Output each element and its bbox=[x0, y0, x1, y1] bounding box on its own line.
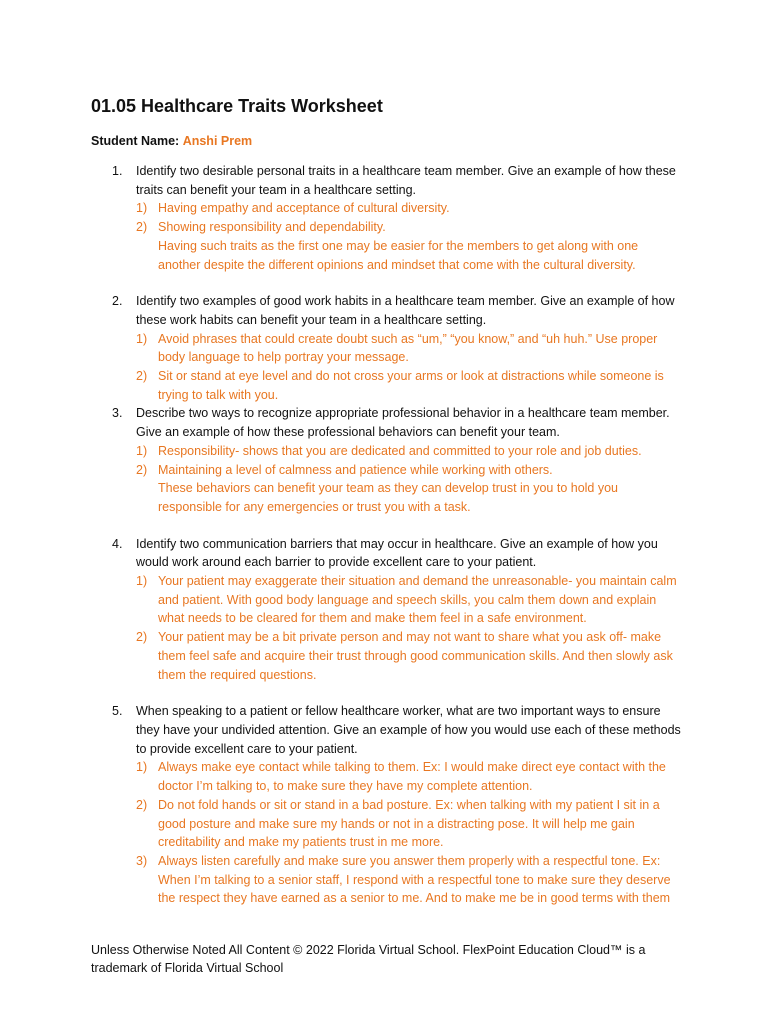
answer-text: Your patient may exaggerate their situation and demand the unreasonable- you maintain calm and patient. With good body language and speech skills, you calm them down and explain what needs to be cleared for them and make them feel in a safe environment. bbox=[158, 574, 677, 626]
question-number: 4. bbox=[112, 536, 123, 551]
answer-number: 1) bbox=[136, 574, 148, 589]
answer-list bbox=[136, 330, 681, 405]
answer-note: Having such traits as the first one may be easier for the members to get along with one another despite the different opinions and mindset that come with the cultural diversity. bbox=[158, 238, 639, 272]
question-text: When speaking to a patient or fellow healthcare worker, what are two important ways to ensure they have your undivided attention. Give an example of how you would use each of these methods to provide excellent care to your patient. bbox=[136, 704, 681, 756]
answer-text: Avoid phrases that could create doubt such as “um,” “you know,” and “uh huh.” Use proper body language to help portray your message. bbox=[158, 331, 658, 365]
answer-item bbox=[136, 367, 681, 404]
answer-number: 1) bbox=[136, 201, 148, 216]
question-number: 3. bbox=[112, 406, 123, 421]
page-title: 01.05 Healthcare Traits Worksheet bbox=[91, 96, 383, 116]
answer-text: Always make eye contact while talking to them. Ex: I would make direct eye contact with the doctor I’m talking to, to make sure they have my complete attention. bbox=[158, 760, 666, 794]
answer-text: Showing responsibility and dependability. bbox=[158, 220, 386, 235]
student-name-label: Student Name: bbox=[91, 134, 180, 148]
answer-number: 1) bbox=[136, 760, 148, 775]
answer-number: 1) bbox=[136, 331, 148, 346]
question-text: Identify two examples of good work habits in a healthcare team member. Give an example of how these work habits can benefit your team in a healthcare setting. bbox=[136, 294, 675, 327]
answer-item bbox=[136, 461, 681, 480]
question-text: Identify two communication barriers that may occur in healthcare. Give an example of how you would work around each barrier to provide excellent care to your patient. bbox=[136, 536, 658, 570]
answer-note: These behaviors can benefit your team as they can develop trust in you to hold you responsible for any emergencies or trust you with a task. bbox=[158, 481, 618, 514]
answer-list bbox=[136, 758, 681, 908]
answer-text: Always listen carefully and make sure you answer them properly with a respectful tone. Ex: When I’m talking to a senior staff, I respond with a respectful tone to make sure they deserve the respect they have earned as a senior to me. And to make me be in good terms with them bbox=[158, 853, 671, 906]
worksheet-content bbox=[91, 94, 681, 908]
answer-item bbox=[136, 199, 681, 218]
question-5 bbox=[91, 702, 681, 908]
answer-text: Do not fold hands or sit or stand in a bad posture. Ex: when talking with my patient I sit in a good posture and make sure my hands or not in a distracting pose. It will help me gain creditability and make my patients trust in me more. bbox=[158, 797, 660, 850]
question-text: Identify two desirable personal traits in a healthcare team member. Give an example of how these traits can benefit your team in a healthcare setting. bbox=[136, 164, 676, 197]
question-1 bbox=[91, 162, 681, 274]
question-3 bbox=[91, 404, 681, 516]
question-number: 5. bbox=[112, 704, 123, 719]
answer-number: 2) bbox=[136, 797, 148, 812]
student-name-value: Anshi Prem bbox=[182, 134, 253, 148]
question-number: 1. bbox=[112, 164, 123, 178]
question-2 bbox=[91, 292, 681, 404]
answer-list bbox=[136, 572, 681, 684]
answer-text: Maintaining a level of calmness and patience while working with others. bbox=[158, 462, 553, 477]
answer-item bbox=[136, 572, 681, 628]
answer-number: 2) bbox=[136, 462, 148, 477]
question-4 bbox=[91, 535, 681, 685]
answer-item bbox=[136, 852, 681, 908]
student-name-row bbox=[91, 133, 681, 149]
answer-number: 2) bbox=[136, 369, 148, 384]
answer-number: 1) bbox=[136, 443, 148, 458]
answer-item bbox=[136, 218, 681, 237]
answer-item bbox=[136, 628, 681, 684]
answer-item bbox=[136, 442, 681, 461]
answer-text: Sit or stand at eye level and do not cross your arms or look at distractions while someone is trying to talk with you. bbox=[158, 369, 664, 402]
copyright-footer: Unless Otherwise Noted All Content © 2022 Florida Virtual School. FlexPoint Education Cloud™ is a trademark of Florida Virtual School bbox=[91, 943, 646, 975]
answer-list bbox=[136, 442, 681, 479]
answer-number: 2) bbox=[136, 630, 148, 645]
answer-item bbox=[136, 330, 681, 367]
question-text: Describe two ways to recognize appropriate professional behavior in a healthcare team member. Give an example of how these professional behaviors can benefit your team. bbox=[136, 406, 670, 440]
answer-text: Responsibility- shows that you are dedicated and committed to your role and job duties. bbox=[158, 443, 642, 458]
answer-number: 3) bbox=[136, 853, 148, 868]
answer-number: 2) bbox=[136, 220, 148, 235]
answer-text: Having empathy and acceptance of cultural diversity. bbox=[158, 201, 450, 216]
question-number: 2. bbox=[112, 294, 123, 309]
answer-text: Your patient may be a bit private person and may not want to share what you ask off- make them feel safe and acquire their trust through good communication skills. And then slowly ask them the required questions. bbox=[158, 630, 673, 682]
answer-item bbox=[136, 796, 681, 852]
answer-list bbox=[136, 199, 681, 236]
answer-item bbox=[136, 758, 681, 795]
